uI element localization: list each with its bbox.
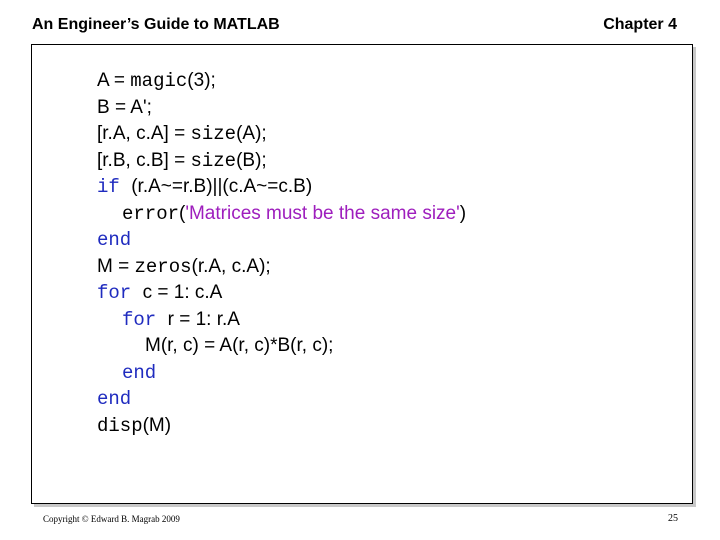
document-title: An Engineer’s Guide to MATLAB	[32, 16, 280, 33]
code-line-11: M(r, c) = A(r, c)*B(r, c);	[145, 335, 334, 356]
code-line-4: [r.B, c.B] = size(B);	[97, 149, 267, 172]
copyright-notice: Copyright © Edward B. Magrab 2009	[43, 514, 180, 524]
code-line-13	[97, 386, 466, 413]
code-line-14: disp(M)	[97, 414, 172, 437]
keyword-if: if	[97, 176, 132, 198]
keyword-end: end	[122, 361, 157, 384]
code-line-10: for r = 1: r.A	[122, 308, 240, 331]
keyword-end: end	[97, 229, 132, 251]
code-line-12	[97, 360, 466, 387]
keyword-for: for	[122, 308, 168, 331]
code-line-7	[97, 227, 466, 254]
code-line-5: if (r.A~=r.B)||(c.A~=c.B)	[97, 176, 313, 198]
code-listing	[97, 68, 466, 439]
code-line-1: A = magic(3);	[97, 70, 216, 92]
keyword-end: end	[97, 388, 132, 410]
page-number: 25	[668, 513, 678, 524]
code-line-9: for c = 1: c.A	[97, 282, 223, 304]
string-literal: 'Matrices must be the same size'	[185, 202, 460, 224]
code-line-2: B = A';	[97, 96, 152, 118]
code-line-3: [r.A, c.A] = size(A);	[97, 123, 267, 145]
chapter-label: Chapter 4	[603, 16, 677, 33]
code-line-6: error('Matrices must be the same size')	[122, 202, 467, 225]
keyword-for: for	[97, 282, 143, 304]
code-line-8: M = zeros(r.A, c.A);	[97, 255, 271, 278]
